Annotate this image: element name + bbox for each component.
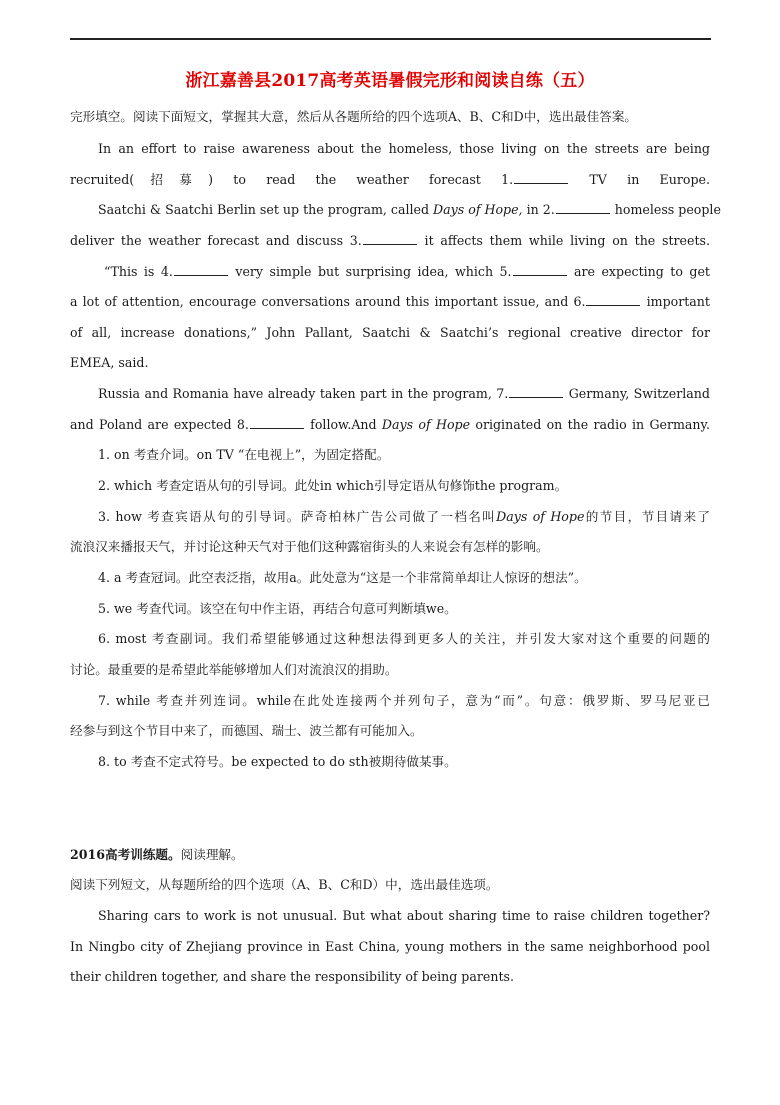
- passage-line: In Ningbo city of Zhejiang province in East China, young mothers in the same neighborhood pool: [70, 939, 710, 954]
- passage-line: Saatchi & Saatchi Berlin set up the program, called Days of Hope, in 2. homeless people: [98, 202, 721, 217]
- blank-3[interactable]: [363, 232, 417, 245]
- passage-line: and Poland are expected 8. follow.And Days of Hope originated on the radio in Germany.: [70, 417, 710, 432]
- answer-item: 1. on 考查介词。on TV “在电视上”，为固定搭配。: [98, 447, 390, 462]
- blank-8[interactable]: [250, 416, 304, 429]
- answer-item: 6. most 考查副词。我们希望能够通过这种想法得到更多人的关注，并引发大家对这个重要的问题的: [98, 631, 710, 646]
- answer-item: 8. to 考查不定式符号。be expected to do sth被期待做某事。: [98, 754, 457, 769]
- passage-line: Sharing cars to work is not unusual. But what about sharing time to raise children together?: [98, 908, 710, 923]
- answer-item: 5. we 考查代词。该空在句中作主语，再结合句意可判断填we。: [98, 601, 457, 616]
- cloze-instruction: 完形填空。阅读下面短文，掌握其大意，然后从各题所给的四个选项A、B、C和D中，选出最佳答案。: [70, 109, 638, 124]
- blank-5[interactable]: [513, 263, 567, 276]
- passage-line: EMEA, said.: [70, 355, 149, 370]
- passage-line: recruited(招募) to read the weather forecast 1. TV in Europe.: [70, 172, 710, 187]
- answer-item: 流浪汉来播报天气，并讨论这种天气对于他们这种露宿街头的人来说会有怎样的影响。: [70, 539, 549, 554]
- blank-6[interactable]: [586, 293, 640, 306]
- answer-item: 3. how 考查宾语从句的引导词。萨奇柏林广告公司做了一档名叫Days of Hope的节目，节目请来了: [98, 509, 711, 524]
- blank-2[interactable]: [556, 201, 610, 214]
- blank-1[interactable]: [514, 171, 568, 184]
- header-rule: [70, 38, 711, 40]
- passage-line: Russia and Romania have already taken part in the program, 7. Germany, Switzerland: [98, 386, 710, 401]
- passage-line: In an effort to raise awareness about the homeless, those living on the streets are being: [98, 141, 710, 156]
- blank-7[interactable]: [509, 385, 563, 398]
- blank-4[interactable]: [174, 263, 228, 276]
- page-title: 浙江嘉善县2017高考英语暑假完形和阅读自练（五）: [185, 71, 595, 91]
- passage-line: “This is 4. very simple but surprising idea, which 5. are expecting to get: [104, 264, 710, 279]
- reading-instruction: 阅读下列短文，从每题所给的四个选项（A、B、C和D）中，选出最佳选项。: [70, 877, 499, 892]
- passage-line: deliver the weather forecast and discuss 3. it affects them while living on the streets.: [70, 233, 710, 248]
- passage-line: a lot of attention, encourage conversations around this important issue, and 6. important: [70, 294, 710, 309]
- answer-item: 讨论。最重要的是希望此举能够增加人们对流浪汉的捐助。: [70, 662, 398, 677]
- reading-heading: 2016高考训练题。阅读理解。: [70, 847, 244, 862]
- answer-item: 7. while 考查并列连词。while在此处连接两个并列句子，意为“而”。句意：俄罗斯、罗马尼亚已: [98, 693, 710, 708]
- answer-item: 4. a 考查冠词。此空表泛指，故用a。此处意为“这是一个非常简单却让人惊讶的想法”。: [98, 570, 587, 585]
- passage-line: of all, increase donations,” John Pallant, Saatchi & Saatchi’s regional creative director for: [70, 325, 710, 340]
- answer-item: 2. which 考查定语从句的引导词。此处in which引导定语从句修饰the program。: [98, 478, 568, 493]
- answer-item: 经参与到这个节目中来了，而德国、瑞士、波兰都有可能加入。: [70, 723, 423, 738]
- passage-line: their children together, and share the responsibility of being parents.: [70, 969, 514, 984]
